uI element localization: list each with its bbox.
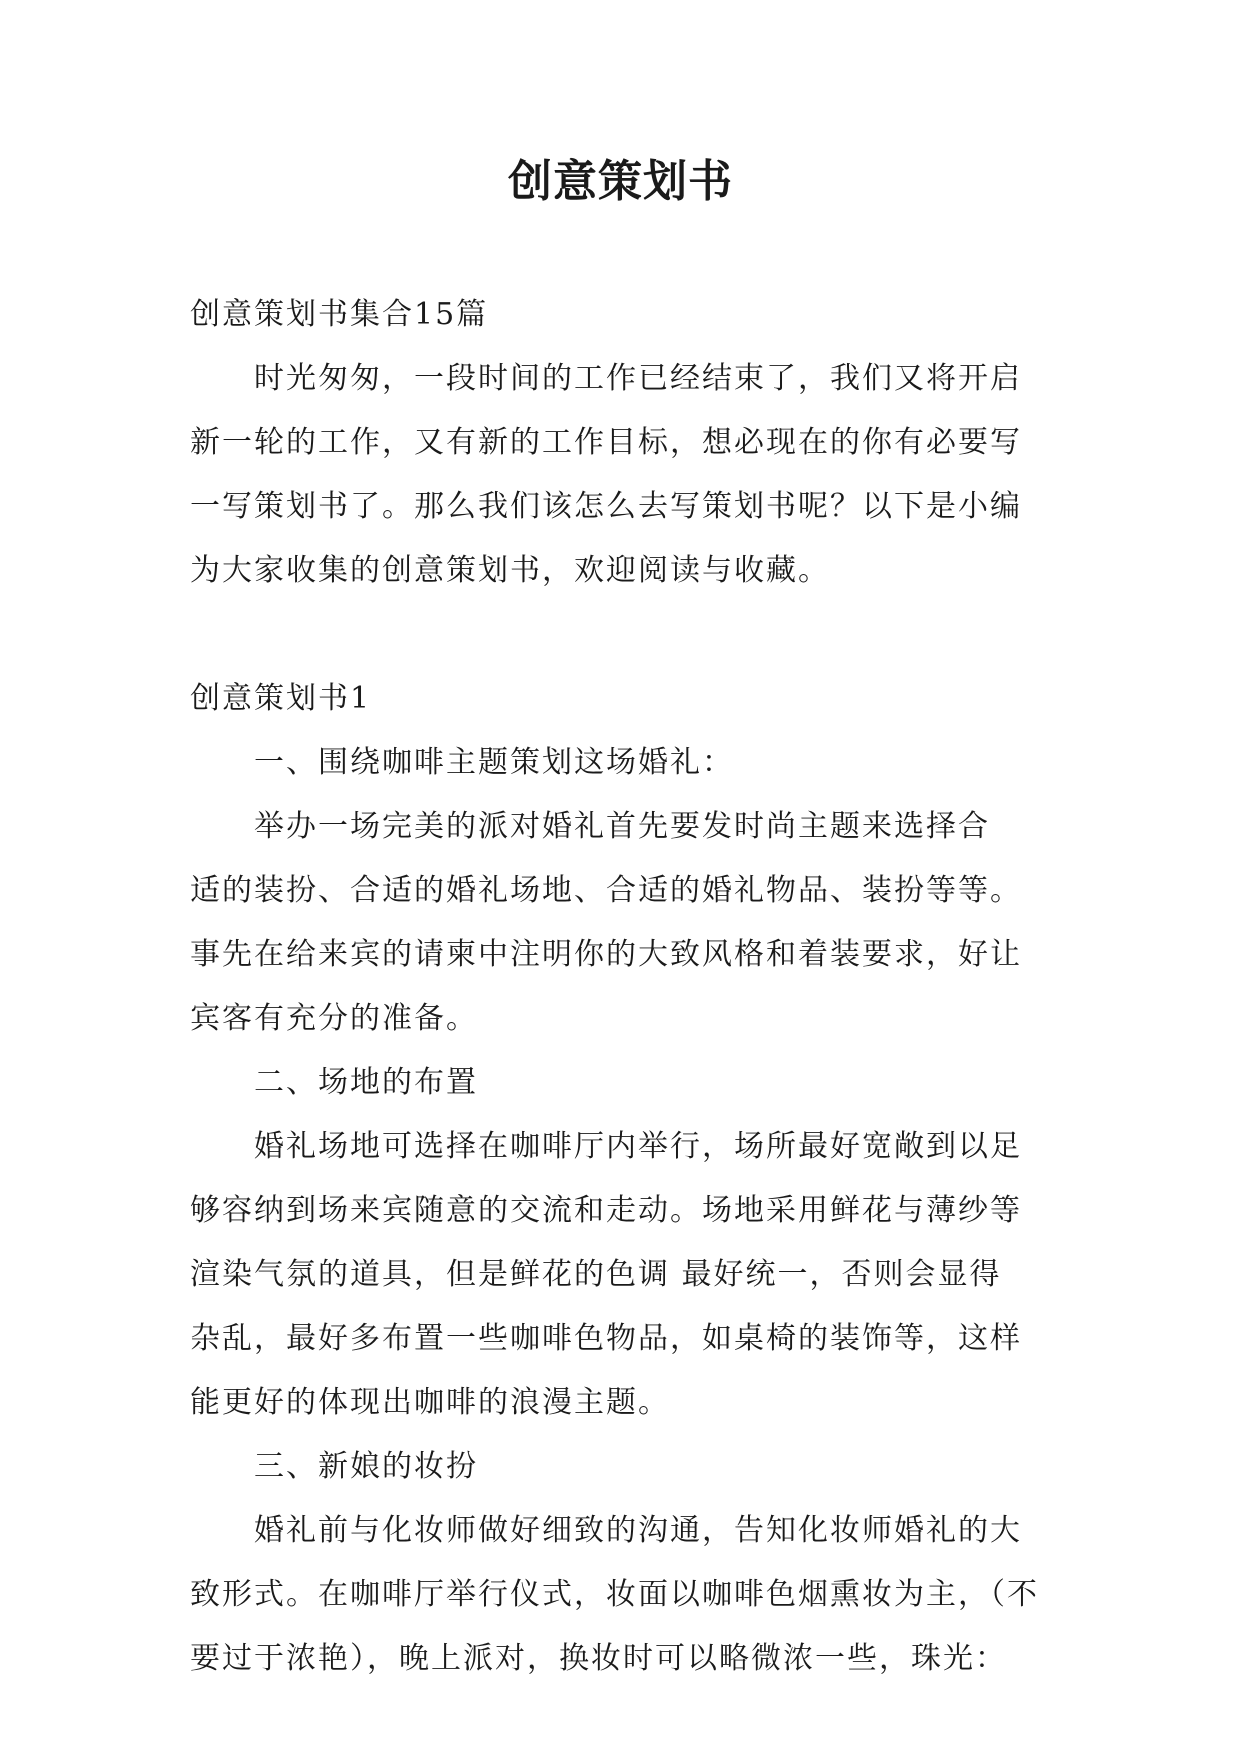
body-line: 渲染气氛的道具，但是鲜花的色调 最好统一，否则会显得: [190, 1257, 1002, 1292]
body-line: 杂乱，最好多布置一些咖啡色物品，如桌椅的装饰等，这样: [190, 1321, 1022, 1356]
subsection-heading: 一、围绕咖啡主题策划这场婚礼：: [254, 745, 734, 780]
subsection-heading: 二、场地的布置: [254, 1065, 478, 1100]
subsection-heading: 三、新娘的妆扮: [254, 1449, 478, 1484]
intro-line: 新一轮的工作，又有新的工作目标，想必现在的你有必要写: [190, 425, 1022, 460]
body-line: 事先在给来宾的请柬中注明你的大致风格和着装要求，好让: [190, 937, 1022, 972]
collection-heading: 创意策划书集合15篇: [190, 297, 489, 332]
body-line: 婚礼前与化妆师做好细致的沟通，告知化妆师婚礼的大: [254, 1513, 1022, 1548]
body-line: 婚礼场地可选择在咖啡厅内举行，场所最好宽敞到以足: [254, 1129, 1022, 1164]
body-line: 要过于浓艳），晚上派对，换妆时可以略微浓一些，珠光：: [190, 1641, 1007, 1676]
intro-line: 一写策划书了。那么我们该怎么去写策划书呢？以下是小编: [190, 489, 1022, 524]
body-line: 能更好的体现出咖啡的浪漫主题。: [190, 1385, 670, 1420]
body-line: 宾客有充分的准备。: [190, 1001, 478, 1036]
body-line: 适的装扮、合适的婚礼场地、合适的婚礼物品、装扮等等。: [190, 873, 1022, 908]
section-heading: 创意策划书1: [190, 681, 372, 716]
intro-line: 时光匆匆，一段时间的工作已经结束了，我们又将开启: [254, 361, 1022, 396]
document-title: 创意策划书: [508, 156, 733, 207]
body-line: 够容纳到场来宾随意的交流和走动。场地采用鲜花与薄纱等: [190, 1193, 1022, 1228]
intro-line: 为大家收集的创意策划书，欢迎阅读与收藏。: [190, 553, 830, 588]
body-line: 致形式。在咖啡厅举行仪式，妆面以咖啡色烟熏妆为主，（不: [190, 1577, 1039, 1612]
document-body: [190, 283, 1052, 1691]
body-line: 举办一场完美的派对婚礼首先要发时尚主题来选择合: [254, 809, 990, 844]
paragraph-gap: [190, 603, 1052, 667]
